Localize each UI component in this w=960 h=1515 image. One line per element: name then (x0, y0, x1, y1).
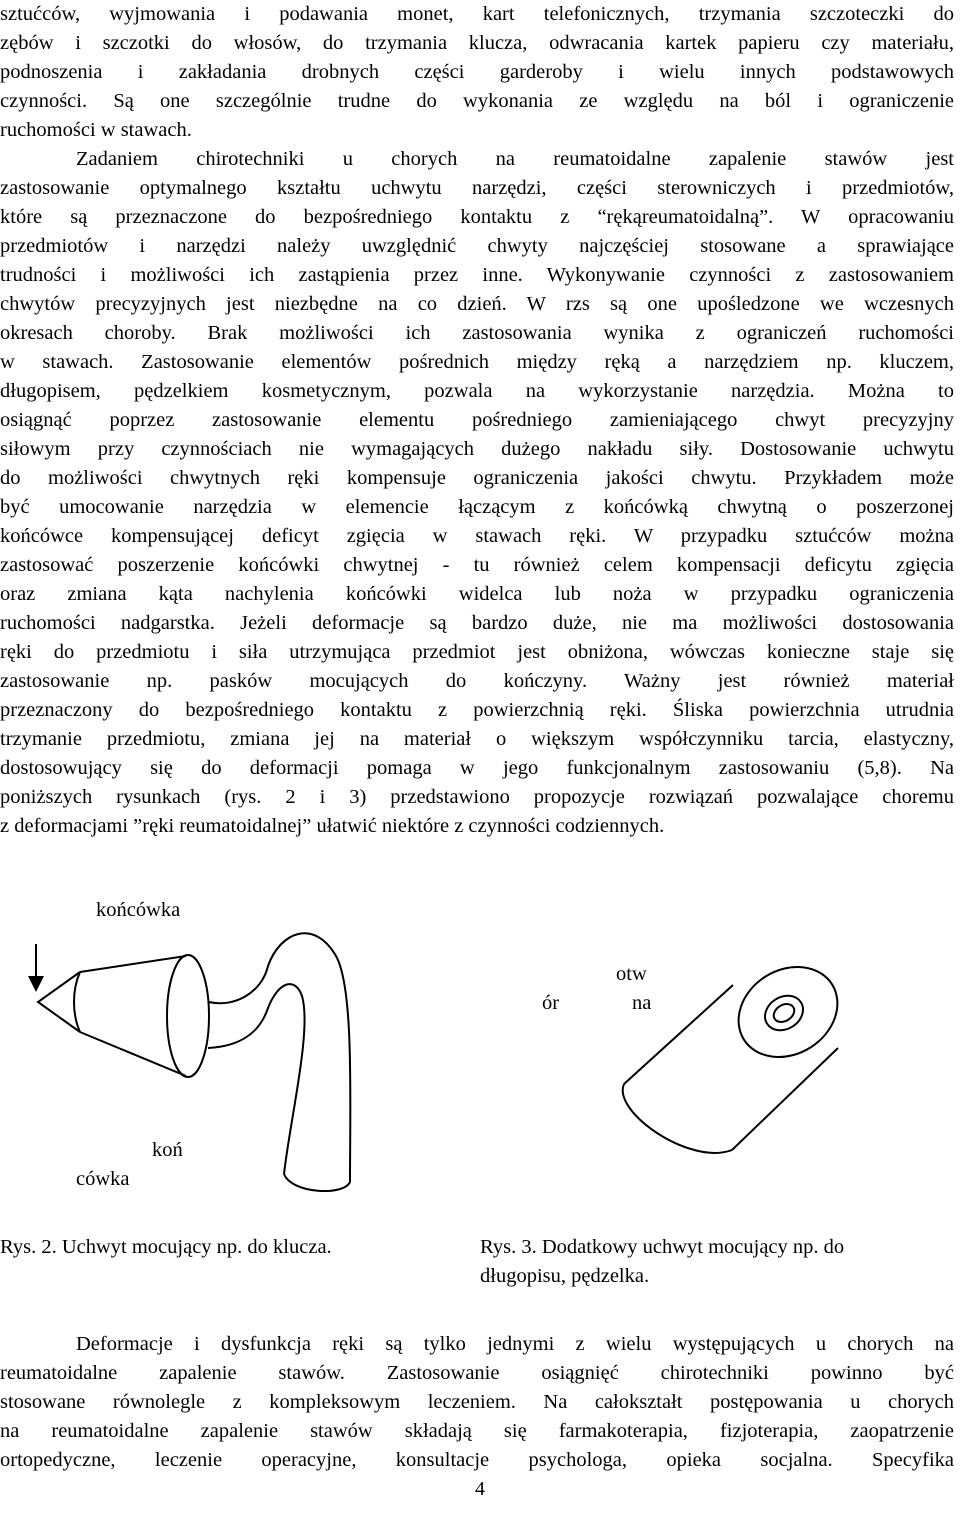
text-line: ruchomości w stawach. (0, 119, 192, 141)
figure-2-caption: Rys. 2. Uchwyt mocujący np. do klucza. (0, 1236, 332, 1258)
text-line: ręki do przedmiotu i siła utrzymująca przedmiot jest obniżona, wówczas konieczne staje się (0, 641, 954, 663)
text-line: stosowane równolegle z kompleksowym leczeniem. Na całokształt postępowania u chorych (0, 1391, 954, 1413)
text-line: ortopedyczne, leczenie operacyjne, konsultacje psychologa, opieka socjalna. Specyfika (0, 1449, 954, 1471)
handle-outer (209, 933, 350, 1182)
text-line: podnoszenia i zakładania drobnych części garderoby i wielu innych podstawowych (0, 61, 954, 83)
cylinder-back (74, 972, 80, 1032)
text-line: sztućców, wyjmowania i podawania monet, kart telefonicznych, trzymania szczoteczki do (0, 3, 954, 25)
page-number: 4 (475, 1478, 485, 1500)
text-line: przedmiotów i narzędzi należy uwzględnić chwyty najczęściej stosowane a sprawiające (0, 235, 954, 257)
cylinder-top-face (722, 949, 855, 1075)
text-line: trudności i możliwości ich zastąpienia przez inne. Wykonywanie czynności z zastosowaniem (0, 264, 954, 286)
cylinder-face (167, 955, 209, 1077)
text-line: chwytów precyzyjnych jest niezbędne na co dzień. W rzs są one upośledzone we wczesnych (0, 293, 954, 315)
text-line: przeznaczony do bezpośredniego kontaktu z powierzchnią ręki. Śliska powierzchnia utrudnia (0, 699, 954, 721)
cylinder-right-edge (732, 1048, 838, 1150)
text-line: w stawach. Zastosowanie elementów pośrednich między ręką a narzędziem np. kluczem, (0, 351, 954, 373)
figure-2-drawing (28, 933, 350, 1191)
figures-area (0, 860, 960, 1200)
handle-end (284, 1174, 350, 1191)
text-line: być umocowanie narzędzia w elemencie łączącym z końcówką chwytną o poszerzonej (0, 496, 954, 518)
label-tip-bottom-2: cówka (76, 1168, 130, 1190)
text-line: osiągnąć poprzez zastosowanie elementu pośredniego zamieniającego chwyt precyzyjny (0, 409, 954, 431)
label-opening-3: na (632, 992, 652, 1014)
label-opening-1: otw (616, 963, 647, 985)
cylinder-top-edge (80, 956, 186, 972)
text-line: Deformacje i dysfunkcja ręki są tylko jednymi z wielu występujących u chorych na (76, 1333, 954, 1355)
text-line: długopisem, pędzelkiem kosmetycznym, pozwala na wykorzystanie narzędzia. Można to (0, 380, 954, 402)
text-line: siłowym przy czynnościach nie wymagających dużego nakładu siły. Dostosowanie uchwytu (0, 438, 954, 460)
cylinder-bottom-edge (80, 1032, 186, 1076)
figure-3-caption-line-1: Rys. 3. Dodatkowy uchwyt mocujący np. do (480, 1236, 845, 1258)
cylinder-bottom-curve (623, 1084, 732, 1153)
text-line: poniższych rysunkach (rys. 2 i 3) przedstawiono propozycje rozwiązań pozwalające choremu (0, 786, 954, 808)
hole-inner (770, 1000, 797, 1025)
text-line: do możliwości chwytnych ręki kompensuje ograniczenia jakości chwytu. Przykładem może (0, 467, 954, 489)
text-line: końcówce kompensującej deficyt zgięcia w stawach ręki. W przypadku sztućców można (0, 525, 954, 547)
hole-outer (759, 989, 810, 1037)
text-line: na reumatoidalne zapalenie stawów składają się farmakoterapia, fizjoterapia, zaopatrzenie (0, 1420, 954, 1442)
text-line: zębów i szczotki do włosów, do trzymania klucza, odwracania kartek papieru czy materiału, (0, 32, 954, 54)
text-line: zastosowanie optymalnego kształtu uchwytu narzędzi, części sterowniczych i przedmiotów, (0, 177, 954, 199)
text-line: dostosowujący się do deformacji pomaga w jego funkcjonalnym zastosowaniu (5,8). Na (0, 757, 954, 779)
handle-inner (208, 984, 305, 1174)
text-line: zastosowanie np. pasków mocujących do kończyny. Ważny jest również materiał (0, 670, 954, 692)
text-line: trzymanie przedmiotu, zmiana jej na materiał o większym współczynniku tarcia, elastyczny, (0, 728, 954, 750)
text-line: ruchomości nadgarstka. Jeżeli deformacje są bardzo duże, nie ma możliwości dostosowania (0, 612, 954, 634)
text-line: reumatoidalne zapalenie stawów. Zastosowanie osiągnięć chirotechniki powinno być (0, 1362, 954, 1384)
arrow-head-icon (28, 976, 44, 992)
text-line: zastosować poszerzenie końcówki chwytnej - tu również celem kompensacji deficytu zgięcia (0, 554, 954, 576)
text-line: oraz zmiana kąta nachylenia końcówki widelca lub noża w przypadku ograniczenia (0, 583, 954, 605)
label-tip-top: końcówka (96, 899, 181, 921)
label-opening-2: ór (542, 992, 560, 1014)
text-line: czynności. Są one szczególnie trudne do wykonania ze względu na ból i ograniczenie (0, 90, 954, 112)
label-tip-bottom-1: koń (152, 1139, 183, 1161)
text-line: z deformacjami ”ręki reumatoidalnej” ułatwić niektóre z czynności codziennych. (0, 815, 665, 837)
text-line: Zadaniem chirotechniki u chorych na reumatoidalne zapalenie stawów jest (76, 148, 954, 170)
text-line: okresach choroby. Brak możliwości ich zastosowania wynika z ograniczeń ruchomości (0, 322, 954, 344)
figure-3-drawing (623, 949, 855, 1153)
text-line: które są przeznaczone do bezpośredniego kontaktu z “rękąreumatoidalną”. W opracowaniu (0, 206, 954, 228)
figure-3-caption-line-2: długopisu, pędzelka. (480, 1265, 650, 1287)
